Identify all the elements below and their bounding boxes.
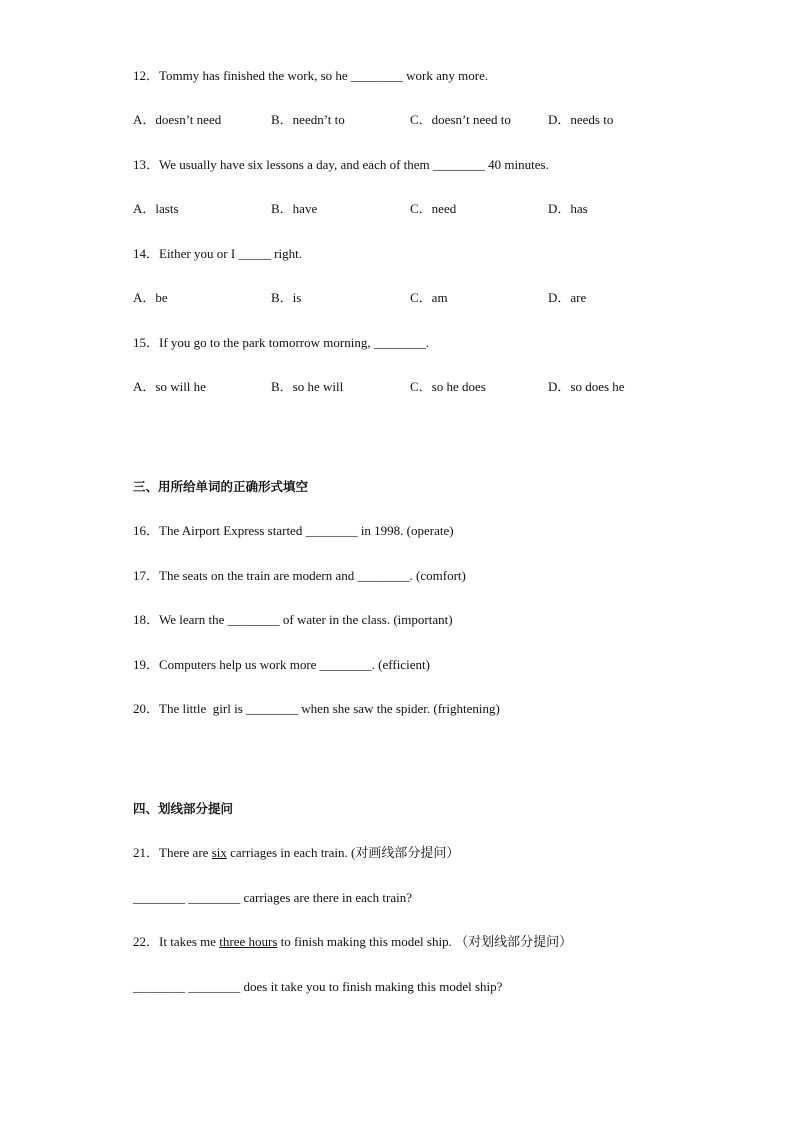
question-13-option-a: A．lasts xyxy=(133,201,179,216)
question-22-text-before: 22．It takes me xyxy=(133,934,220,949)
question-14-option-d: D．are xyxy=(548,290,587,305)
question-13-option-d: D．has xyxy=(548,201,588,216)
question-15-option-d: D．so does he xyxy=(548,379,625,394)
section-4-heading: 四、划线部分提问 xyxy=(133,801,234,816)
question-13-option-c: C．need xyxy=(410,201,457,216)
question-14-option-a: A．be xyxy=(133,290,168,305)
question-12-option-c: C．doesn’t need to xyxy=(410,112,511,127)
question-13: 13．We usually have six lessons a day, and each of them ________ 40 minutes. xyxy=(133,157,549,172)
question-14-option-c: C．am xyxy=(410,290,448,305)
question-18: 18．We learn the ________ of water in the class. (important) xyxy=(133,612,453,627)
question-13-option-b: B．have xyxy=(271,201,318,216)
question-22-underlined-phrase: three hours xyxy=(219,934,278,949)
question-22-answer-line: ________ ________ does it take you to finish making this model ship? xyxy=(133,979,503,994)
question-19: 19．Computers help us work more ________. (efficient) xyxy=(133,657,430,672)
question-22-text-after: to finish making this model ship. （对划线部分提问） xyxy=(277,934,573,949)
question-21-text-after: carriages in each train. (对画线部分提问） xyxy=(226,845,460,860)
question-14-option-b: B．is xyxy=(271,290,302,305)
question-21 xyxy=(133,845,459,861)
question-17: 17．The seats on the train are modern and ________. (comfort) xyxy=(133,568,466,583)
question-12-option-a: A．doesn’t need xyxy=(133,112,222,127)
question-15: 15．If you go to the park tomorrow morning, ________. xyxy=(133,335,430,350)
question-12: 12．Tommy has finished the work, so he ________ work any more. xyxy=(133,68,489,83)
question-20: 20．The little girl is ________ when she saw the spider. (frightening) xyxy=(133,701,500,716)
section-3-heading: 三、用所给单词的正确形式填空 xyxy=(133,479,309,494)
question-12-option-d: D．needs to xyxy=(548,112,614,127)
question-15-option-a: A．so will he xyxy=(133,379,206,394)
question-21-answer-line: ________ ________ carriages are there in each train? xyxy=(133,890,413,905)
question-12-option-b: B．needn’t to xyxy=(271,112,345,127)
question-21-text-before: 21．There are xyxy=(133,845,212,860)
question-16: 16．The Airport Express started ________ in 1998. (operate) xyxy=(133,523,454,538)
question-15-option-c: C．so he does xyxy=(410,379,486,394)
question-22 xyxy=(133,934,572,950)
question-14: 14．Either you or I _____ right. xyxy=(133,246,302,261)
question-21-underlined-word: six xyxy=(211,845,227,860)
question-15-option-b: B．so he will xyxy=(271,379,344,394)
